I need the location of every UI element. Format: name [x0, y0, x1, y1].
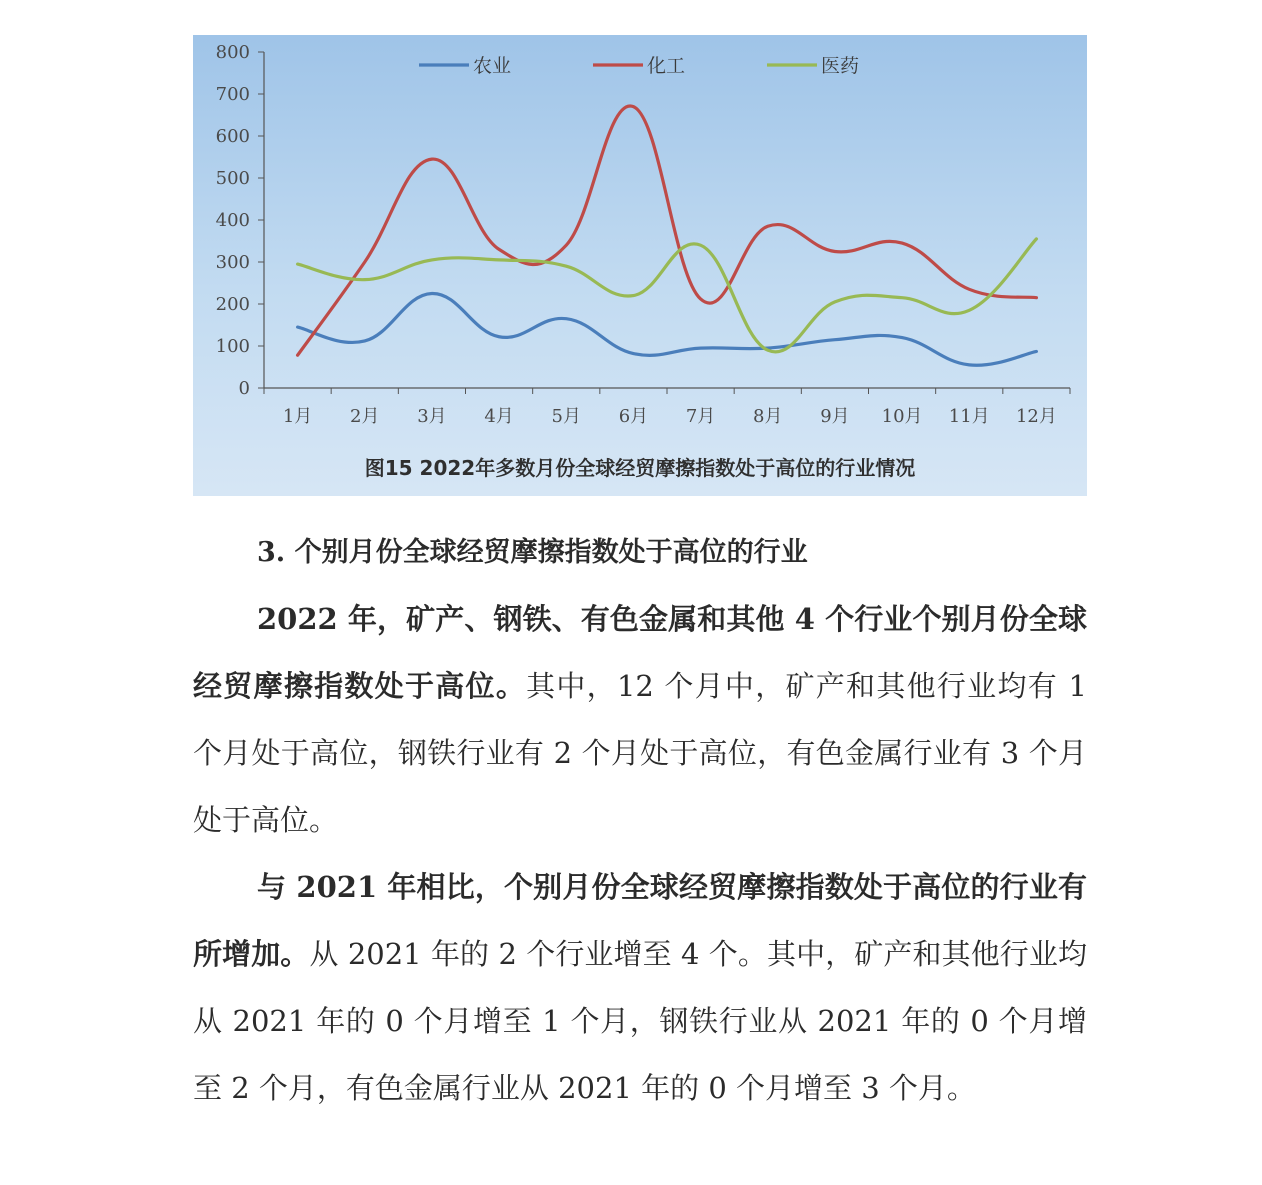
x-tick-label: 10月: [881, 406, 923, 427]
y-tick-label: 100: [215, 336, 250, 357]
paragraph-1: [193, 586, 1087, 854]
section-heading: 3. 个别月份全球经贸摩擦指数处于高位的行业: [257, 537, 808, 568]
document-body: [193, 520, 1087, 1122]
line-chart-figure: [193, 35, 1087, 496]
chart-axes: [264, 52, 1070, 388]
y-axis-ticks: [216, 42, 264, 399]
line-chart: [193, 35, 1087, 496]
y-tick-label: 800: [215, 42, 250, 63]
y-tick-label: 0: [238, 378, 250, 399]
paragraph-2: [193, 854, 1087, 1122]
legend-label-医药: 医药: [821, 55, 860, 77]
x-tick-label: 5月: [551, 406, 581, 427]
x-tick-label: 6月: [618, 406, 649, 427]
paragraph-1-text: 其中，12 个月中，矿产和其他行业均有 1 个月处于高位，钢铁行业有 2 个月处于高位，有色金属行业有 3 个月处于高位。: [193, 669, 1087, 837]
legend-label-化工: 化工: [647, 55, 686, 77]
legend-label-农业: 农业: [473, 55, 512, 77]
x-tick-label: 11月: [948, 406, 990, 427]
y-tick-label: 300: [215, 252, 250, 273]
x-tick-label: 8月: [753, 406, 783, 427]
x-tick-label: 2月: [350, 406, 380, 427]
x-tick-label: 12月: [1015, 406, 1057, 427]
x-tick-label: 1月: [282, 406, 313, 427]
y-tick-label: 700: [215, 84, 250, 105]
x-tick-label: 4月: [484, 406, 514, 427]
series-line-化工: [298, 106, 1037, 355]
x-tick-label: 7月: [685, 406, 716, 427]
chart-legend: [419, 55, 859, 77]
series-lines: [298, 106, 1037, 365]
x-tick-label: 3月: [417, 406, 447, 427]
y-tick-label: 600: [215, 126, 250, 147]
chart-caption: 图15 2022年多数月份全球经贸摩擦指数处于高位的行业情况: [364, 456, 916, 480]
y-tick-label: 500: [215, 168, 250, 189]
x-axis-ticks: [264, 388, 1070, 427]
paragraph-2-text: 从 2021 年的 2 个行业增至 4 个。其中，矿产和其他行业均从 2021 年的 0 个月增至 1 个月，钢铁行业从 2021 年的 0 个月增至 2 个月，有色金属行业从 2021 年的 0 个月增至 3 个月。: [193, 937, 1087, 1105]
y-tick-label: 400: [215, 210, 250, 231]
y-tick-label: 200: [215, 294, 250, 315]
paragraph-2-bold: 与 2021 年相比，个别月份全球经贸摩擦指数处于高位的行业有所增加。: [193, 870, 1087, 971]
x-tick-label: 9月: [820, 406, 850, 427]
paragraph-1-bold: 2022 年，矿产、钢铁、有色金属和其他 4 个行业个别月份全球经贸摩擦指数处于高位。: [193, 602, 1087, 703]
